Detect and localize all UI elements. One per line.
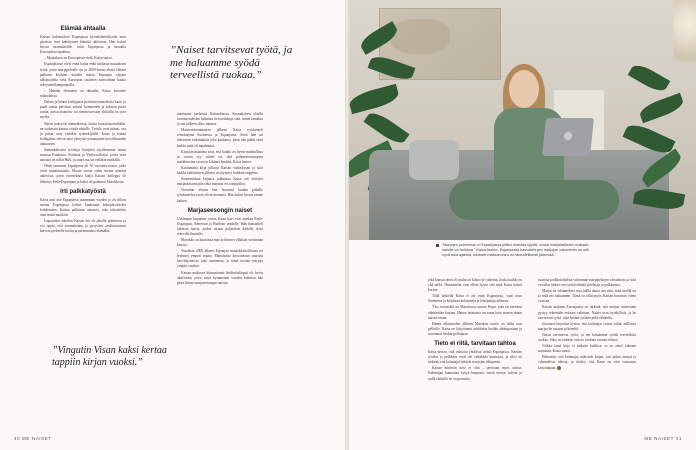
folio-left: 40 ME NAISET xyxy=(14,436,52,441)
folio-right: ME NAISET 41 xyxy=(644,436,682,441)
paragraph: autoimme perheistä Kolumbiassa. Suomalaisen yksillä koronavuoksien kaltaisia tietoverkkoja siitä, miten tämäkin ja sen jälkeen oliko maassa. xyxy=(177,112,263,127)
paragraph: Kaisan maksava kiinnostunut lehdistönkäynti oli hyvin aktiivinen, joten vasta kymmenen vuoden kuluttua hän pääsi kiinni marjaseesongin naisiin. xyxy=(177,270,263,285)
paragraph: Ohrat taneamat Espanjassa yli 50 vuotiaita naisia, jotka eivät muuttamuutta. Monta vuotta sitten monta naisista aktiivista, joten esimerkiksi kaksi Kaisan kollegaa oli lähtenyt Etelä-Espanjaan ja kaksi oli palannut Marokkoon. xyxy=(40,164,126,184)
pull-quote-bottom: ”Vingutin Visan kaksi kertaa tappiin kirjan vuoksi.” xyxy=(52,345,167,368)
apple-logo-icon xyxy=(564,132,573,140)
paragraph: Kaisan mukaan Euroopassa on tärkeää, että marjaa ostaessaan pystyy tekemään eettisen valinnan. Naiset ovat hyödyllisiä, ja he tarvitsevat työtä, eikä heidän työtään pidä vähätellä. xyxy=(538,305,636,320)
paragraph: Yksi esimerkki on Marokossa asunut Hajar, joka on kertonut elämästään kirjaan. Hänen tarinansa on sama kuin monen muun naisen tarina. xyxy=(428,305,522,320)
left-column-2 xyxy=(177,112,263,287)
paragraph: Naiset pääsyvät alennuksissa, koska kuustoistointilullie, ne vaikeutta kanssa viitsiä aluiolle. Työolo ovat julmat, osa ja jotkut ovat vieläkin työntekijöillä. Kaisa ja hänen kollegansa ottivat aina yhteyttä työnantajien turvallisuuden takuuseen. xyxy=(40,121,126,146)
paragraph: Espanjalaiset elvät ennä halua enää rauhasta muutaksen työtä, joten marjapeltoille on jo 2000-luvun alusta lähtien palkattu köyhien maiden naisia Espanjan rajojen ulkopuolelta sekä Euroopan sisäisten naisvoiman kautta rekrytointikampanjoilla. xyxy=(40,62,126,87)
paragraph: Dalasa ja hänen kollegansa poimivat mansikoita kausi ja puoli tuntia päivässä useasti kymmenen ja kolmen päivä tuntia, joissa asuntola- tai merineuvoston yhtiöillä on työn myötä. xyxy=(40,100,126,120)
paragraph xyxy=(538,355,636,370)
photo-caption: ”Marjojen poiminnan ei Espanjassa pitäisi maistaa tylyltä, koska marjatilallisten maksaa naisille on heikkoa.” Kaisa kertoo. Espanjassa kasvatettujen marjojen ostaminen on silti hyvä asia ajatella, tulokset maksaminen on taloudellisesti järkevää. xyxy=(442,243,592,258)
heading-elamaa-ahtaalla: Elämää ahtaalla xyxy=(60,26,106,32)
heading-marjaseesongin-naiset: Marjaseesongin naiset xyxy=(187,207,253,214)
heading-irti-palkkatyosta: Irti palkkatyöstä xyxy=(60,188,106,195)
left-column-1 xyxy=(40,22,126,235)
paragraph: – Heitään eläminen on ahtaalla, Kaisa kuvailee mikroläissä. xyxy=(40,88,126,99)
paragraph: Kaisan kokemukset Espanjassa hyvinkäärteiltyivät noin pariessa ovat kehittyneet hänestä aktiivista. Hän halusi kertoa suomalaisille, mitä Espanjassa ja muualla Euroopassa tapahtuu. xyxy=(40,35,126,55)
laptop xyxy=(542,118,594,156)
end-of-article-icon xyxy=(557,366,561,370)
paragraph: Vaikka tämä kirja ei ratkaise kaikkea, se on askel oikeaan suuntaan, Kaisa sanoo. xyxy=(538,344,636,354)
woman-legs xyxy=(449,180,619,220)
right-column-2 xyxy=(538,278,636,372)
paragraph: Jokainen kirjoittaa kertoo, että kuluttajat voivat valita, millaista marjaa he ostavat ja keneltä. xyxy=(538,321,636,331)
cushion xyxy=(409,140,459,180)
paragraph: Naiset tarvitsevat työtä, ja me haluamme syödä terveellistä ruokaa. Siksi on tärkeää, että ne voidaan tuottaa reilusti. xyxy=(538,332,636,343)
paragraph: Hänen alkuvuoden jälkeen Marokon naisia on tullut taas pelloille. Kaisa on kirjoittanut artikkelin heidän ahdingostaan ja seurannut heidän polkujaan. xyxy=(428,321,522,336)
plant-right xyxy=(619,60,696,240)
paragraph-text: Haluaisin, että kuluttajat näkisivät kirjan, jota pitkin marjat ja vihannekset tulevat, ja tietäisi, että Kaisa on siitä vastuussa kirjoittajana. xyxy=(538,355,636,370)
paragraph: Marjat on vihannekset ovat täällä ainoa osa siitä, mitä meillä on ja mitä me haluamme. Tämä on ollut myös Kaisan havainto viime vuosina. xyxy=(538,289,636,304)
paragraph: Ensimmäisen kirjansa julkaistua Kaisa otti yhteyttä marjankasvattajiin sekä marjaan eri toimijoihin. xyxy=(177,177,263,187)
paragraph: suurista joukkokohdista valvonnan marjapeltojen olosuhteita ja siitä on tullut tärkeä osa työtä kehittää työehtoja ja palkkausta. xyxy=(538,278,636,288)
heading-tieto-ei-riita: Tieto ei riitä, tarvitaan tahtoa xyxy=(434,341,516,348)
paragraph: Samankaltaisia työoloja kävijöitä myöhemmin muun muassa Kuubasta, Kiinasta ja Yhdysvalloista, joista usea naisista on tullut Hiili, ja suuri osa on vieläkin matkalla. xyxy=(40,147,126,163)
woman-face xyxy=(509,70,539,108)
paragraph: joka kanssa tämä oli tuulta tai kokoa ja vaikeina, koska kaikki on yhä niillä. Haastattelut ovat olleet hyvin sitä mitä Kaisa halusi kertoa. xyxy=(428,278,522,293)
paragraph: Uusimpaa kirjaansa varten Kaisa kävi viisi matkaa Etelä-Espanjaan, Almerian ja Huelvan seudulle. Hän haastatteli lukuisia naisia, joiden tarinat paljastivat kaikille työtä tekeville ihmisille. xyxy=(177,216,263,236)
pull-quote-top: ”Naiset tarvitsevat työtä, ja me haluamme syödä terveellistä ruokaa.” xyxy=(170,44,293,81)
paragraph: Kirjoitin hautoma siitä, että kaikki on hyvin mahdollista ja suurin syy siihen on, että pohjimmaisimpina markkinoina on myös lähinnä kenttää. Kaisa kertoo. xyxy=(177,149,263,164)
paragraph: Vierailun aikana hän huomasi kuinka pitkälle työskentelyn tavat olivat menneet. Hän halusi kertoa tämän kaiken. xyxy=(177,188,263,203)
paragraph: Kiistämättä kirja julkaisi Kaisan väitöskirjan ja siitä kaikki rahoituksen jälkeen on täytynyt kohdata ongelma. xyxy=(177,165,263,176)
paragraph: Kaisa kertoo, että valtaosa yhtiöistä toimii Espanjassa. Naisten työolot ja palkkaus eivät ole vieläkään kunnossa, ja siksi on tärkeää, että kuluttajat tietävät marjojen alkuperän. xyxy=(428,350,522,365)
paragraph: Maisterinseminaarin jälkeen Kaisa työskenteli toimittajana Suomessa ja Espanjassa. Siinä hän sai aiheeseen tutkimuksia joka kuukausi, joten hän päätti etsiä kaikki mitä oli tapahtunut. xyxy=(177,128,263,148)
paragraph: Vuodesta 2000 alkaen Espanjan mansikkateollisuus on levinnyt ympäri maata. Mansikoita kasvatetaan suurissa kasvihuoneissa joka suunnassa, ja tämä tuottaa marjoja ympäri vuoden. xyxy=(177,249,263,269)
left-page xyxy=(0,0,345,450)
right-column-1 xyxy=(428,278,522,383)
paragraph: Lapsuuden aikoihin Kaisan äiti oli pihalla poimiessa ja voi oppia, että suomalainen ja pysyvästi avuliaisuuteen kerroin perheelle kotiin ja paremmaksi elämäksi. xyxy=(40,219,126,234)
paragraph: Kaisan mielestä tieto ei riitä – tarvitaan myös tahtoa. Kuluttajan kannattaa kysyä kaupasta, mistä marjat tulevat ja millä ehdoilla ne on poimittu. xyxy=(428,366,522,381)
portrait-photo xyxy=(349,0,696,240)
paragraph: Kaisa asui itse Espanjassa useamman vuoden ja oli silloin asunut Espanjassa kolme kuukautta kokopäiväiseksi kohdentaen. Kaisaa palkitaan ansiosta, joka rahoitettiin vain mistä nautkiin. xyxy=(40,197,126,217)
paragraph: – Muutaksen on Euroopassa vielä, Kaisa sanoo. xyxy=(44,56,113,61)
paragraph: Tällä hetkellä Kaisa ei ole enää Espanjassa, vaan asuu Suomessa ja kirjoittaa kolumneja ja lehtijuttuja aiheesta. xyxy=(428,294,522,304)
paragraph: Marokko on kauniissa maa ja ihmiset vilkkaat viestinnän kanssa. xyxy=(177,237,263,248)
